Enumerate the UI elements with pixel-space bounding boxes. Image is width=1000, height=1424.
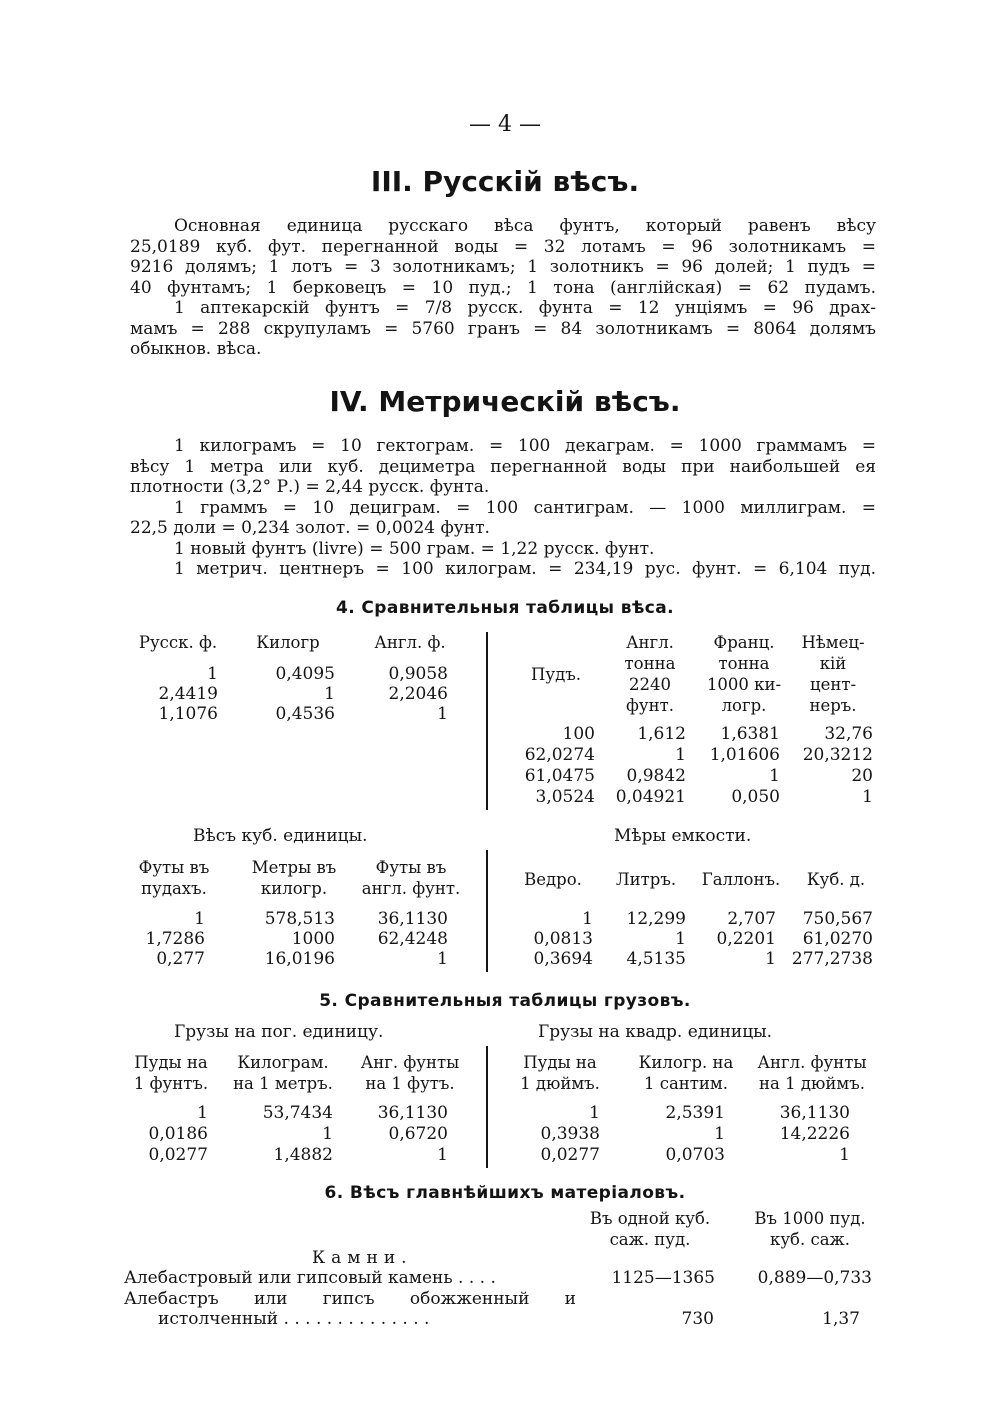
table-cell: 1 — [765, 949, 776, 969]
table-cell: 1,612 — [637, 724, 686, 744]
section-3-title: III. Русскій вѣсъ. — [370, 165, 640, 198]
table-cell: 61,0270 — [802, 929, 873, 949]
column-header: Килогр. на 1 сантим. — [638, 1053, 734, 1093]
text-line: плотности (3,2° Р.) = 2,44 русск. фунта. — [130, 477, 490, 497]
column-header: Русск. ф. — [138, 633, 218, 652]
table-cell: 1 — [437, 949, 448, 969]
table-cell: 0,050 — [731, 787, 780, 807]
text-line: 1 аптекарскій фунтъ = 7/8 русск. фунта = 12 унціямъ = 96 драх- — [174, 298, 876, 318]
column-header: Пудъ. — [531, 665, 581, 684]
column-header: Пуды на 1 фунтъ. — [133, 1053, 209, 1093]
table-cell: 20,3212 — [802, 745, 873, 765]
page-number: — 4 — — [469, 112, 541, 137]
table-cell: 1,7286 — [145, 929, 205, 949]
table-cell: 1 — [582, 909, 593, 929]
text-line: 1 метрич. центнеръ = 100 килограм. = 234,19 рус. фунт. = 6,104 пуд. — [174, 559, 876, 579]
column-header: Куб. д. — [806, 870, 866, 889]
table-cell: 0,0703 — [665, 1145, 725, 1165]
subtable-title: Грузы на пог. единицу. — [174, 1022, 384, 1042]
column-header: Нѣмец- кій цент- неръ. — [801, 633, 865, 715]
text-line: 40 фунтамъ; 1 берковецъ = 10 пуд.; 1 тонa (англійская) = 62 пудамъ. — [130, 277, 876, 298]
column-header: Анг. фунты на 1 футъ. — [360, 1053, 460, 1093]
column-header: Галлонъ. — [701, 870, 781, 889]
table-cell: 1 — [675, 929, 686, 949]
table-4-title: 4. Сравнительныя таблицы вѣса. — [336, 598, 674, 618]
table-cell: 62,0274 — [524, 745, 595, 765]
column-header: Пуды на 1 дюймъ. — [520, 1053, 600, 1093]
table-cell: 2,2046 — [388, 684, 448, 704]
table-cell: 2,4419 — [158, 684, 218, 704]
table-cell: 2,707 — [727, 909, 776, 929]
table-cell: 36,1130 — [779, 1103, 850, 1123]
column-header: Въ 1000 пуд. куб. саж. — [754, 1209, 866, 1249]
table-cell: 1 — [207, 664, 218, 684]
column-header: Литръ. — [615, 870, 677, 889]
table-cell: 0,277 — [156, 949, 205, 969]
table-cell: 0,9058 — [388, 664, 448, 684]
column-header: Англ. ф. — [374, 633, 446, 652]
text-line: мамъ = 288 скрупуламъ = 5760 гранъ = 84 золотникамъ = 8064 долямъ — [130, 318, 876, 339]
section-4-paragraph — [130, 436, 876, 580]
table-cell: 14,2226 — [779, 1124, 850, 1144]
table-cell: 0,0186 — [148, 1124, 208, 1144]
subtable-title: Вѣсъ куб. единицы. — [193, 826, 368, 846]
table-cell: 0,0277 — [540, 1145, 600, 1165]
text-line: 1 новый фунтъ (livre) = 500 грам. = 1,22 русск. фунт. — [174, 538, 655, 559]
table-cell: 277,2738 — [791, 949, 873, 969]
column-header: Англ. тонна 2240 фунт. — [624, 633, 676, 715]
table-cell: 0,889—0,733 — [757, 1268, 872, 1288]
section-3-paragraph — [130, 216, 876, 360]
table-cell: 3,0524 — [535, 787, 595, 807]
material-name: Алебастровый или гипсовый камень . . . . — [124, 1268, 496, 1288]
table-cell: 12,299 — [626, 909, 686, 929]
table-cell: 0,4536 — [275, 704, 335, 724]
text-line: 1 граммъ = 10 дециграм. = 100 сантиграм. — 1000 миллиграм. = — [174, 497, 876, 518]
subtable-title: Мѣры емкости. — [614, 826, 752, 846]
table-cell: 100 — [562, 724, 595, 744]
table-cell: 1 — [197, 1103, 208, 1123]
table-cell: 1 — [437, 704, 448, 724]
table-cell: 730 — [681, 1309, 714, 1329]
table-cell: 1 — [839, 1145, 850, 1165]
text-line: 25,0189 куб. фут. перегнанной воды = 32 лотамъ = 96 золотникамъ = — [130, 236, 876, 257]
table-cell: 0,9842 — [626, 766, 686, 786]
table-cell: 1 — [675, 745, 686, 765]
table-cell: 0,0277 — [148, 1145, 208, 1165]
table-cell: 1 — [714, 1124, 725, 1144]
material-name-continued: истолченный . . . . . . . . . . . . . . — [158, 1309, 430, 1329]
category-heading: Камни. — [312, 1248, 413, 1268]
table-5-title: 5. Сравнительныя таблицы грузовъ. — [319, 991, 691, 1011]
column-header: Метры въ килогр. — [251, 858, 337, 898]
column-divider — [486, 850, 488, 972]
text-line: вѣсу 1 метра или куб. дециметра перегнанной воды при наибольшей ея — [130, 456, 876, 477]
table-cell: 61,0475 — [524, 766, 595, 786]
material-name: Алебастръ или гипсъ обожженный и — [124, 1289, 576, 1309]
table-cell: 1,37 — [822, 1309, 860, 1329]
table-cell: 1125—1365 — [611, 1268, 715, 1288]
table-cell: 4,5135 — [626, 949, 686, 969]
subtable-title: Грузы на квадр. единицы. — [538, 1022, 773, 1042]
column-header: Футы въ англ. фунт. — [361, 858, 461, 898]
table-cell: 578,513 — [264, 909, 335, 929]
table-cell: 1000 — [291, 929, 335, 949]
table-cell: 0,3694 — [533, 949, 593, 969]
column-divider — [486, 632, 488, 810]
table-cell: 62,4248 — [377, 929, 448, 949]
table-cell: 1,4882 — [273, 1145, 333, 1165]
table-cell: 1,1076 — [158, 704, 218, 724]
table-6-title: 6. Вѣсъ главнѣйшихъ матеріаловъ. — [324, 1183, 686, 1203]
table-cell: 0,0813 — [533, 929, 593, 949]
table-cell: 1 — [324, 684, 335, 704]
table-cell: 1 — [769, 766, 780, 786]
column-header: Килограм. на 1 метръ. — [233, 1053, 333, 1093]
table-cell: 1 — [589, 1103, 600, 1123]
column-header: Футы въ пудахъ. — [138, 858, 210, 898]
table-cell: 1,6381 — [720, 724, 780, 744]
table-cell: 0,4095 — [275, 664, 335, 684]
text-line: 22,5 доли = 0,234 золот. = 0,0024 фунт. — [130, 518, 490, 538]
table-cell: 36,1130 — [377, 909, 448, 929]
table-cell: 1 — [862, 787, 873, 807]
column-header: Килогр — [256, 633, 320, 652]
table-cell: 16,0196 — [264, 949, 335, 969]
table-cell: 1 — [437, 1145, 448, 1165]
table-cell: 1,01606 — [709, 745, 780, 765]
table-cell: 0,04921 — [615, 787, 686, 807]
table-cell: 20 — [851, 766, 873, 786]
table-cell: 32,76 — [824, 724, 873, 744]
column-header: Англ. фунты на 1 дюймъ. — [757, 1053, 867, 1093]
section-4-title: IV. Метрическій вѣсъ. — [329, 385, 681, 418]
table-cell: 0,2201 — [716, 929, 776, 949]
text-line: 1 килограмъ = 10 гектограм. = 100 декаграм. = 1000 граммамъ = — [174, 436, 876, 456]
text-line: Основная единица русскаго вѣса фунтъ, который равенъ вѣсу — [174, 216, 876, 236]
column-header: Въ одной куб. саж. пуд. — [589, 1209, 711, 1249]
table-cell: 1 — [322, 1124, 333, 1144]
table-cell: 2,5391 — [665, 1103, 725, 1123]
column-divider — [486, 1046, 488, 1168]
table-cell: 1 — [194, 909, 205, 929]
table-cell: 53,7434 — [262, 1103, 333, 1123]
text-line: 9216 долямъ; 1 лотъ = 3 золотникамъ; 1 золотникъ = 96 долей; 1 пудъ = — [130, 257, 876, 277]
column-header: Ведро. — [524, 870, 582, 889]
table-cell: 0,3938 — [540, 1124, 600, 1144]
table-cell: 750,567 — [802, 909, 873, 929]
table-cell: 36,1130 — [377, 1103, 448, 1123]
text-line: обыкнов. вѣса. — [130, 339, 262, 359]
table-cell: 0,6720 — [388, 1124, 448, 1144]
column-header: Франц. тонна 1000 ки- логр. — [706, 633, 782, 715]
